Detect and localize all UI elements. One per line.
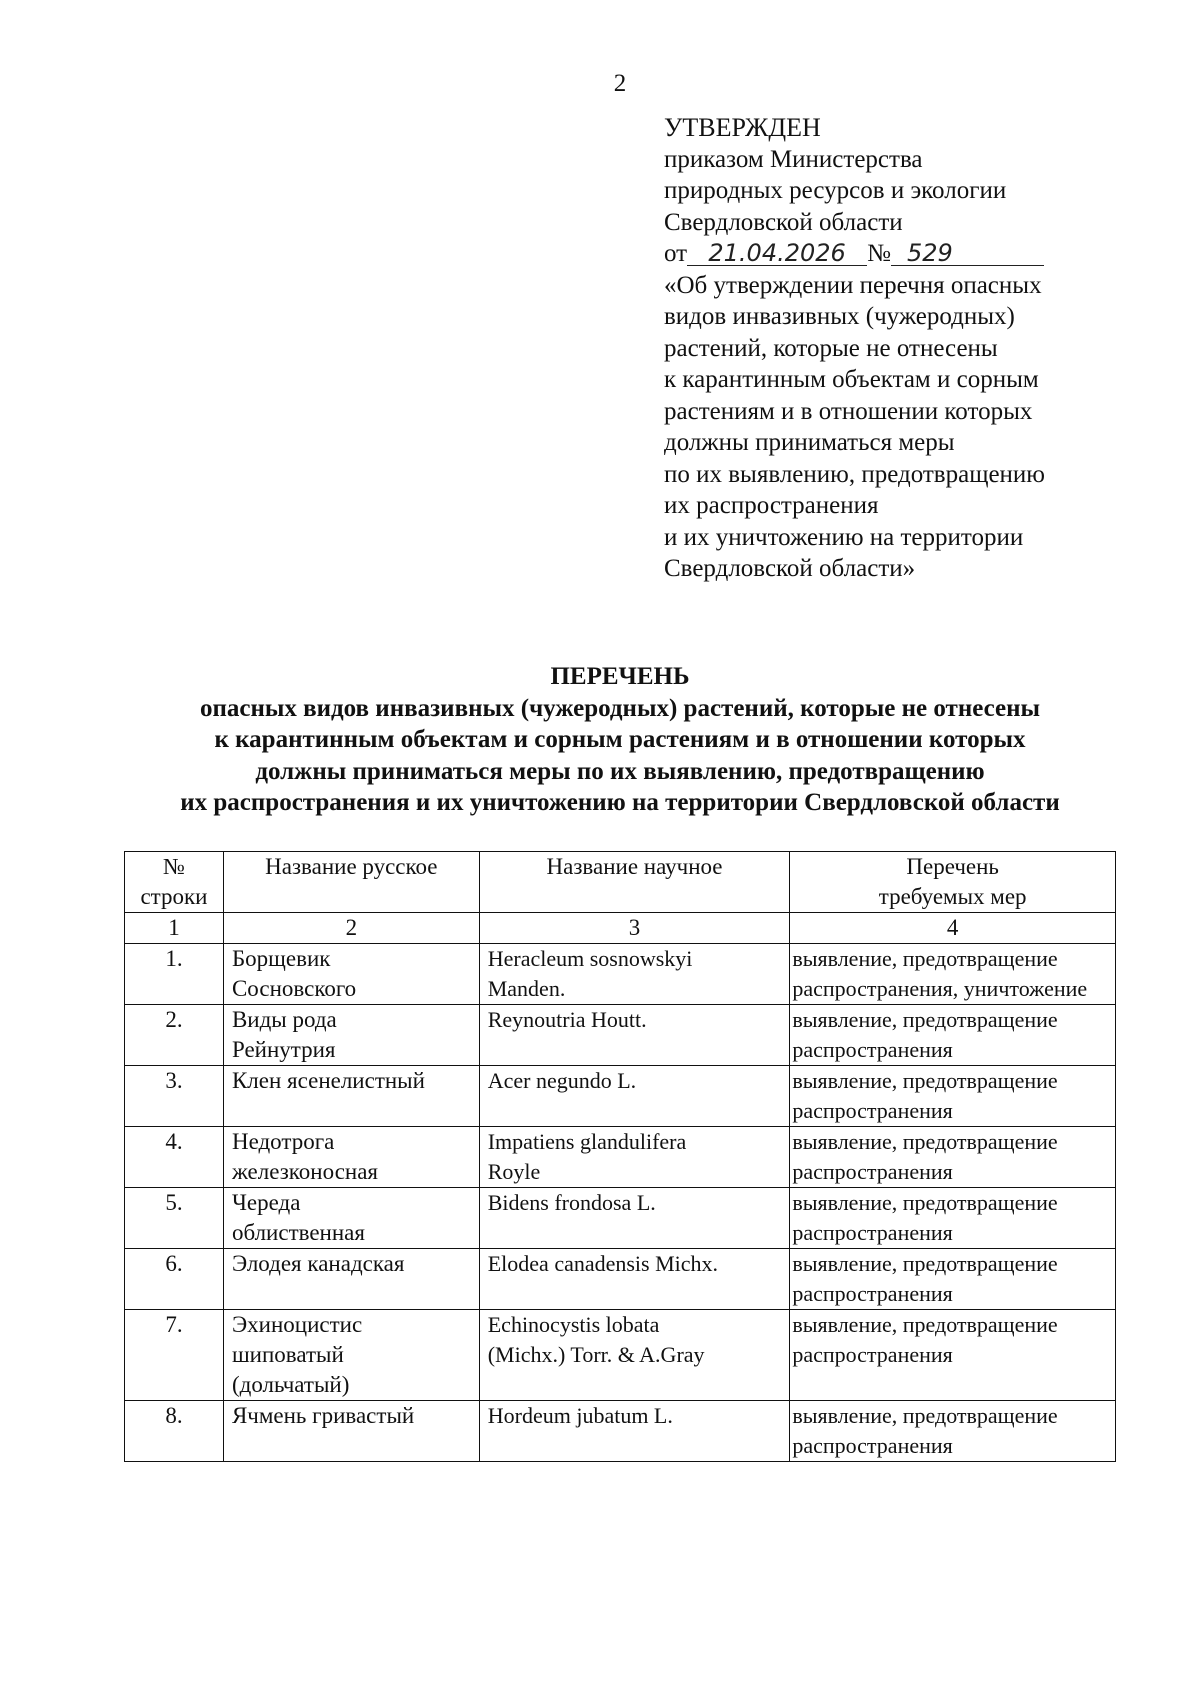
species-table [124, 851, 1116, 1462]
russian-name: Недотрога железконосная [223, 1127, 479, 1188]
approval-line: природных ресурсов и экологии [664, 177, 1007, 204]
russian-name: Виды рода Рейнутрия [223, 1005, 479, 1066]
russian-name: Эхиноцистис шиповатый (дольчатый) [223, 1310, 479, 1401]
subject-line: по их выявлению, предотвращению [664, 460, 1045, 488]
subject-line: видов инвазивных (чужеродных) [664, 303, 1015, 330]
approval-line: приказом Министерства [664, 145, 923, 173]
row-number: 1. [125, 944, 224, 1005]
title-line: их распространения и их уничтожению на территории Свердловской области [180, 789, 1060, 816]
russian-name: Борщевик Сосновского [223, 944, 479, 1005]
header-scientific-name: Название научное [479, 852, 790, 913]
table-body [125, 944, 1116, 1462]
scientific-name: Reynoutria Houtt. [479, 1005, 790, 1066]
column-number-row [125, 913, 1116, 944]
russian-name: Элодея канадская [223, 1249, 479, 1310]
russian-name: Ячмень гривастый [223, 1401, 479, 1462]
column-number: 2 [223, 913, 479, 944]
subject-line: растений, которые не отнесены [664, 334, 998, 362]
table-row [125, 944, 1116, 1005]
header-measures: Перечень требуемых мер [790, 852, 1116, 913]
table-row [125, 1310, 1116, 1401]
russian-name: Клен ясенелистный [223, 1066, 479, 1127]
row-number: 2. [125, 1005, 224, 1066]
table-row [125, 1249, 1116, 1310]
column-number: 4 [790, 913, 1116, 944]
required-measures: выявление, предотвращение распространения [790, 1249, 1116, 1310]
required-measures: выявление, предотвращение распространения [790, 1005, 1116, 1066]
document-title [0, 661, 1200, 819]
scientific-name: Echinocystis lobata (Michx.) Torr. & A.Gray [479, 1310, 790, 1401]
subject-line: и их уничтожению на территории [664, 523, 1024, 551]
approval-line: Свердловской области [664, 208, 903, 236]
header-row-number: № строки [125, 852, 224, 913]
column-number: 3 [479, 913, 790, 944]
row-number: 5. [125, 1188, 224, 1249]
required-measures: выявление, предотвращение распространения [790, 1127, 1116, 1188]
scientific-name: Hordeum jubatum L. [479, 1401, 790, 1462]
row-number: 8. [125, 1401, 224, 1462]
scientific-name: Heracleum sosnowskyi Manden. [479, 944, 790, 1005]
column-number: 1 [125, 913, 224, 944]
subject-line: должны приниматься меры [664, 429, 955, 456]
scientific-name: Acer negundo L. [479, 1066, 790, 1127]
header-russian-name: Название русское [223, 852, 479, 913]
row-number: 7. [125, 1310, 224, 1401]
approval-block [664, 112, 1045, 585]
title-line: опасных видов инвазивных (чужеродных) растений, которые не отнесены [199, 694, 1041, 722]
handwritten-number: 529 [891, 241, 1044, 266]
page-number: 2 [613, 70, 627, 97]
table-row [125, 1188, 1116, 1249]
subject-line: к карантинным объектам и сорным [664, 366, 1039, 393]
scientific-name: Impatiens glandulifera Royle [479, 1127, 790, 1188]
approval-date-line [664, 238, 1045, 270]
scientific-name: Bidens frondosa L. [479, 1188, 790, 1249]
table-row [125, 1066, 1116, 1127]
approval-heading: УТВЕРЖДЕН [664, 113, 821, 142]
subject-line: Свердловской области» [664, 555, 916, 582]
number-sign: № [867, 240, 891, 267]
subject-line: растениям и в отношении которых [664, 397, 1033, 425]
required-measures: выявление, предотвращение распространения [790, 1401, 1116, 1462]
row-number: 6. [125, 1249, 224, 1310]
handwritten-date: 21.04.2026 [687, 241, 867, 266]
date-prefix: от [664, 240, 688, 267]
russian-name: Череда облиственная [223, 1188, 479, 1249]
title-heading: ПЕРЕЧЕНЬ [550, 663, 690, 690]
subject-line: «Об утверждении перечня опасных [664, 271, 1042, 299]
required-measures: выявление, предотвращение распространения [790, 1310, 1116, 1401]
title-line: к карантинным объектам и сорным растениям и в отношении которых [214, 726, 1026, 753]
required-measures: выявление, предотвращение распространения [790, 1066, 1116, 1127]
table-row [125, 1401, 1116, 1462]
subject-line: их распространения [664, 492, 879, 519]
table-header-row [125, 852, 1116, 913]
required-measures: выявление, предотвращение распространения [790, 1188, 1116, 1249]
table-row [125, 1127, 1116, 1188]
title-line: должны приниматься меры по их выявлению, предотвращению [255, 757, 985, 785]
table-row [125, 1005, 1116, 1066]
required-measures: выявление, предотвращение распространения, уничтожение [790, 944, 1116, 1005]
scientific-name: Elodea canadensis Michx. [479, 1249, 790, 1310]
row-number: 3. [125, 1066, 224, 1127]
row-number: 4. [125, 1127, 224, 1188]
